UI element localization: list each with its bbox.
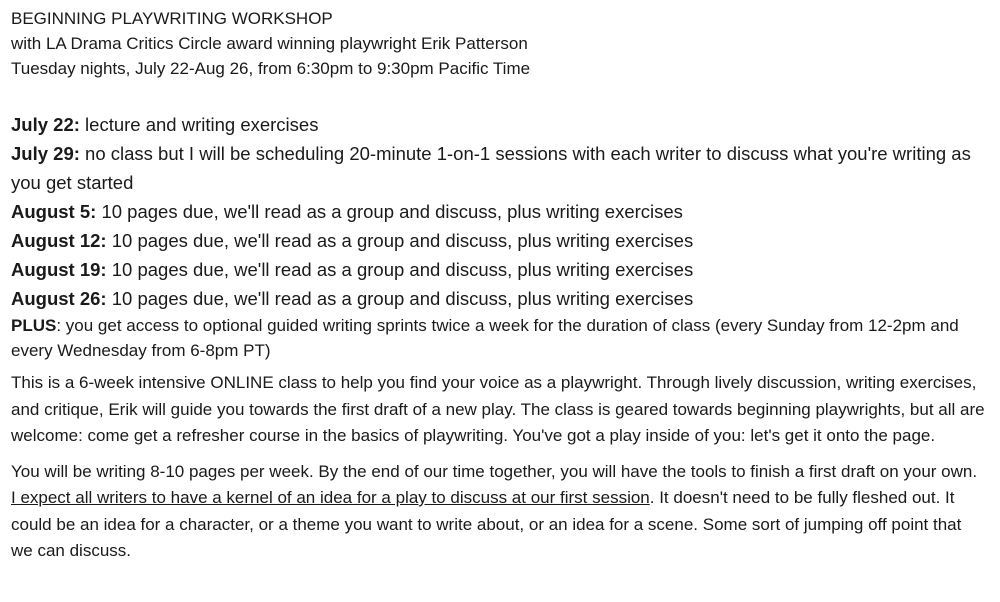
plus-text: : you get access to optional guided writing sprints twice a week for the duration of class (every Sunday from 12-2pm and every Wednesday from 6-8pm PT) (11, 316, 959, 360)
schedule-item (11, 139, 985, 197)
schedule-date: August 26: (11, 288, 107, 309)
schedule-item (11, 197, 985, 226)
schedule-date: August 5: (11, 201, 97, 222)
expectations-paragraph (11, 459, 985, 565)
schedule-date: July 29: (11, 143, 80, 164)
schedule-date: July 22: (11, 114, 80, 135)
schedule-item (11, 226, 985, 255)
expectations-underlined: I expect all writers to have a kernel of an idea for a play to discuss at our first session (11, 488, 650, 507)
plus-label: PLUS (11, 316, 57, 335)
expectations-intro: You will be writing 8-10 pages per week. By the end of our time together, you will have the tools to finish a first draft on your own. (11, 461, 978, 481)
plus-note (11, 313, 985, 363)
description-paragraph: This is a 6-week intensive ONLINE class to help you find your voice as a playwright. Through lively discussion, writing exercises, and critique, Erik will guide you towards the first draft of a new play. The class is geared towards beginning playwrights, but all are welcome: come get a refresher course in the basics of playwriting. You've got a play inside of you: let's get it onto the page. (11, 373, 985, 445)
schedule-text: 10 pages due, we'll read as a group and discuss, plus writing exercises (106, 230, 694, 251)
schedule-summary: Tuesday nights, July 22-Aug 26, from 6:30pm to 9:30pm Pacific Time (11, 59, 531, 78)
schedule-item (11, 255, 985, 284)
schedule-date: August 19: (11, 259, 107, 280)
schedule-item (11, 110, 985, 139)
section-spacer (11, 81, 985, 110)
schedule-item (11, 284, 985, 313)
schedule-date: August 12: (11, 230, 107, 251)
class-schedule (11, 110, 985, 313)
schedule-text: 10 pages due, we'll read as a group and discuss, plus writing exercises (96, 201, 683, 222)
schedule-text: lecture and writing exercises (79, 114, 319, 135)
schedule-text: 10 pages due, we'll read as a group and discuss, plus writing exercises (106, 288, 694, 309)
workshop-title: BEGINNING PLAYWRITING WORKSHOP (11, 9, 333, 28)
expectations-outro: . It doesn't need to be fully fleshed out. It could be an idea for a character, or a theme you want to write about, or an idea for a scene. Some sort of jumping off point that we can discuss. (11, 488, 962, 560)
schedule-text: no class but I will be scheduling 20-minute 1-on-1 sessions with each writer to discuss what you're writing as you get started (11, 143, 971, 193)
instructor-line: with LA Drama Critics Circle award winning playwright Erik Patterson (11, 34, 528, 53)
schedule-text: 10 pages due, we'll read as a group and discuss, plus writing exercises (106, 259, 694, 280)
